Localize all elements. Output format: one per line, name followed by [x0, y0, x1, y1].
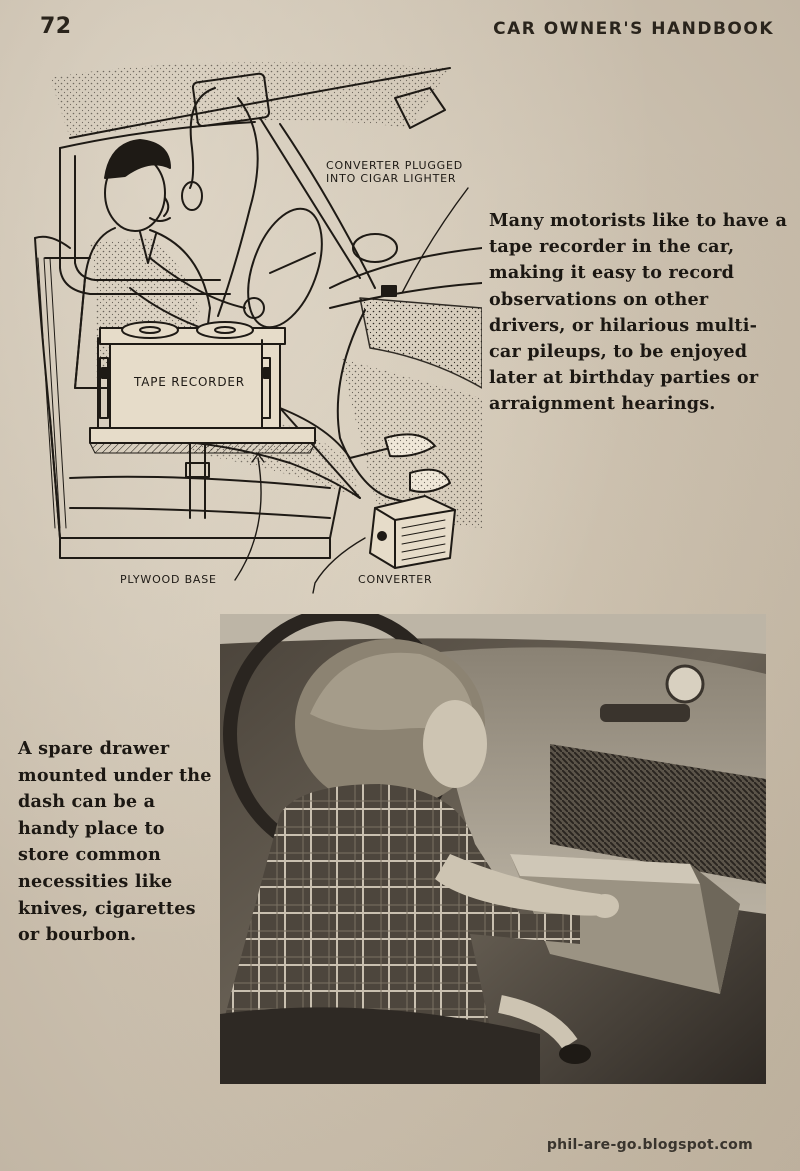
callout-plywood-base: PLYWOOD BASE [120, 573, 217, 586]
running-head: CAR OWNER'S HANDBOOK [493, 19, 774, 39]
caption-tape-recorder: Many motorists like to have a tape recorder in the car, making it easy to record observations on other drivers, or hilarious multi-car pileups, to be enjoyed later at birthday parties or arraignment hearings. [489, 210, 788, 415]
callout-converter-plugged [326, 159, 463, 185]
callout-tape-recorder: TAPE RECORDER [134, 375, 245, 389]
tape-recorder-illustration [30, 58, 482, 596]
caption-dash-drawer: A spare drawer mounted under the dash can be a handy place to store common necessities like knives, cigarettes or bourbon. [18, 738, 212, 946]
page-number: 72 [40, 14, 72, 39]
callout-converter-plugged-line1: CONVERTER PLUGGED [326, 159, 464, 172]
callout-converter-plugged-line2: INTO CIGAR LIGHTER [326, 172, 457, 185]
callout-converter: CONVERTER [358, 573, 433, 586]
blog-watermark: phil-are-go.blogspot.com [546, 1137, 753, 1153]
girl-dash-drawer-photo [220, 614, 766, 1084]
